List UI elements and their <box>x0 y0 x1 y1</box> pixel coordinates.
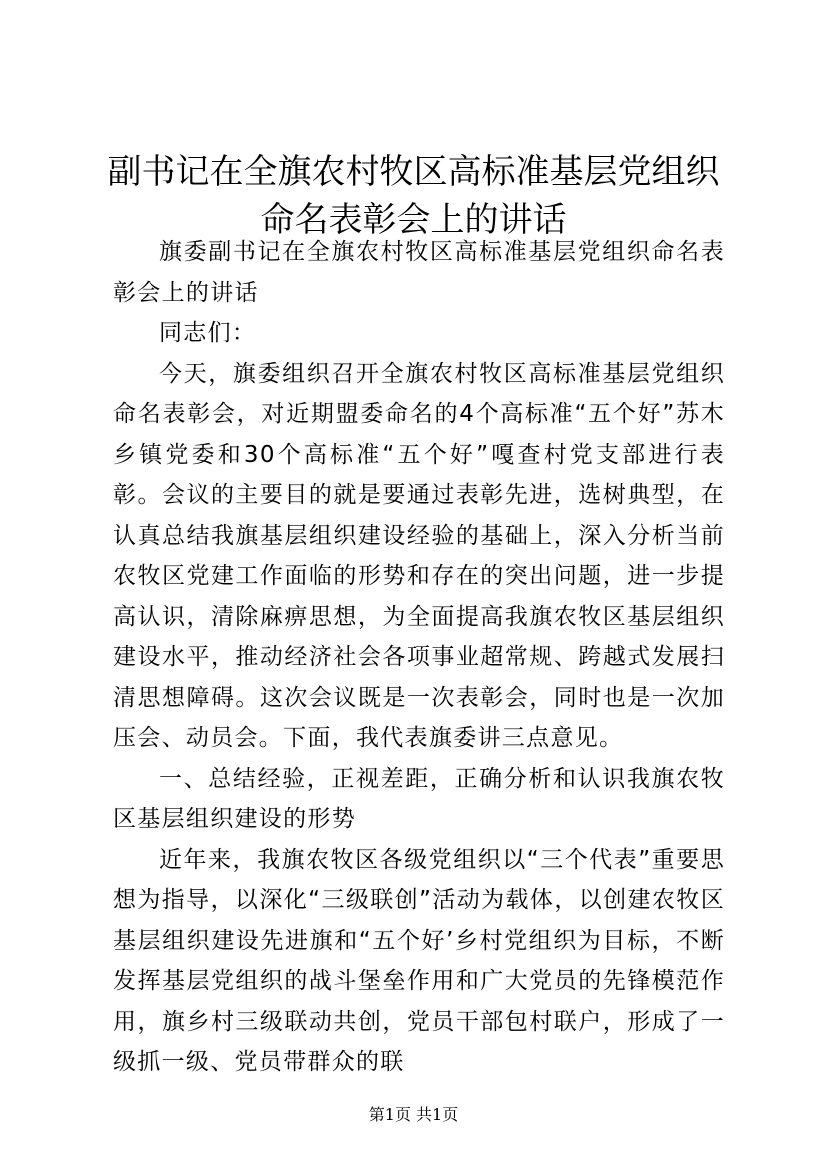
document-body <box>113 232 725 1083</box>
paragraph-salutation: 同志们： <box>159 320 257 346</box>
paragraph-intro: 今天，旗委组织召开全旗农村牧区高标准基层党组织命名表彰会，对近期盟委命名的4个高标准“五个好”苏木乡镇党委和30个高标准“五个好”嘎查村党支部进行表彰。会议的主要目的就是要通过表彰先进，选树典型，在认真总结我旗基层组织建设经验的基础上，深入分析当前农牧区党建工作面临的形势和存在的突出问题，进一步提高认识，清除麻痹思想，为全面提高我旗农牧区基层组织建设水平，推动经济社会各项事业超常规、跨越式发展扫清思想障碍。这次会议既是一次表彰会，同时也是一次加压会、动员会。下面，我代表旗委讲三点意见。 <box>113 360 725 751</box>
paragraph-section-body: 近年来，我旗农牧区各级党组织以“三个代表”重要思想为指导，以深化“三级联创”活动为载体，以创建农牧区基层组织建设先进旗和“五个好’乡村党组织为目标，不断发挥基层党组织的战斗堡垒作用和广大党员的先锋模范作用，旗乡村三级联动共创，党员干部包村联户，形成了一级抓一级、党员带群众的联 <box>113 846 725 1075</box>
page-number-footer: 第1页 共1页 <box>368 1105 459 1124</box>
paragraph-section-heading: 一、总结经验，正视差距，正确分析和认识我旗农牧区基层组织建设的形势 <box>113 765 725 832</box>
paragraph-subtitle: 旗委副书记在全旗农村牧区高标准基层党组织命名表彰会上的讲话 <box>113 239 725 306</box>
document-title: 副书记在全旗农村牧区高标准基层党组织命名表彰会上的讲话 <box>107 152 720 240</box>
